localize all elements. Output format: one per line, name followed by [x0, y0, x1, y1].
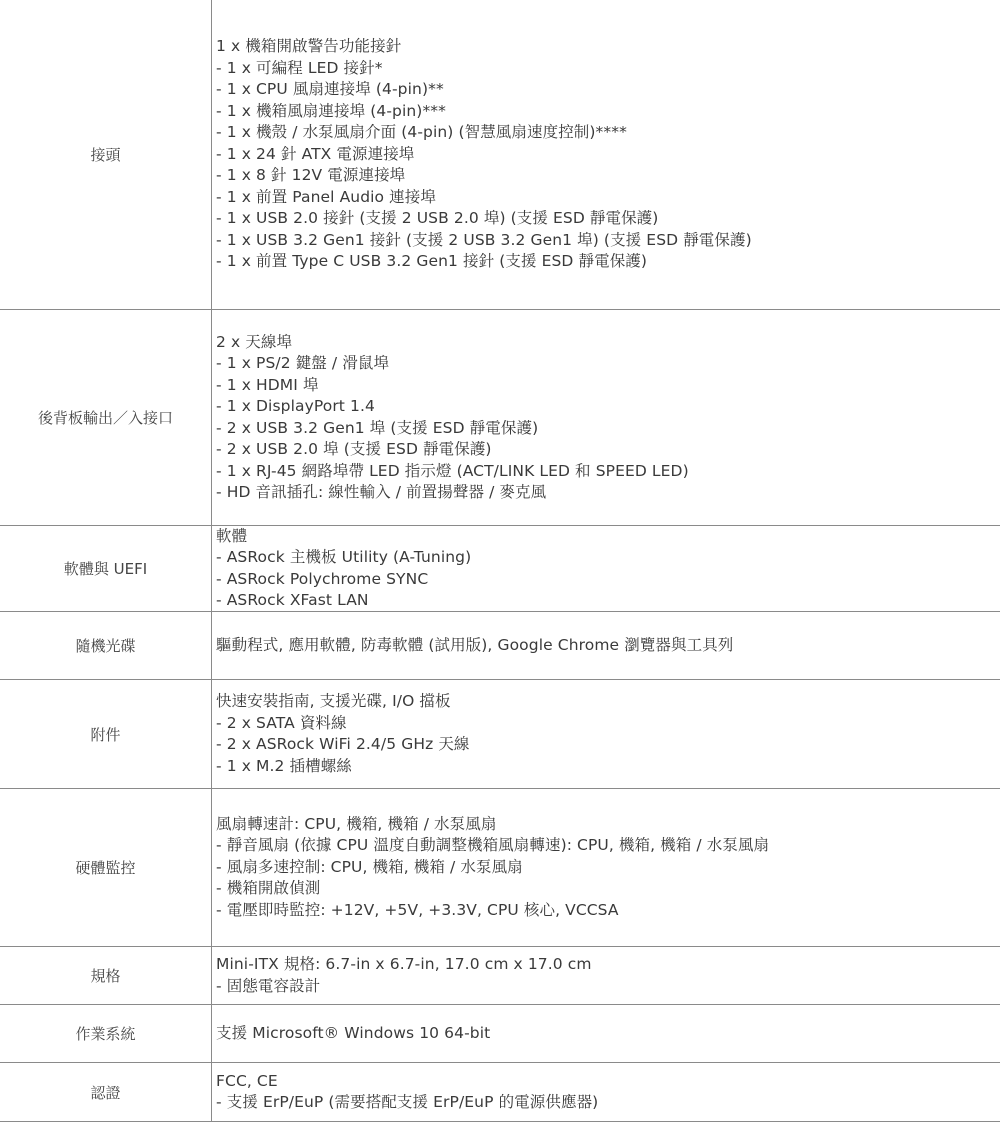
- spec-value-line: - ASRock Polychrome SYNC: [216, 569, 429, 588]
- spec-value-line: - 1 x 前置 Type C USB 3.2 Gen1 接針 (支援 ESD 靜電保護): [216, 252, 648, 270]
- spec-value: [212, 526, 1000, 611]
- spec-value-line: - 1 x HDMI 埠: [216, 375, 319, 394]
- spec-row: [0, 1005, 1000, 1063]
- spec-value-line: - 1 x USB 2.0 接針 (支援 2 USB 2.0 埠) (支援 ESD 靜電保護): [216, 209, 659, 227]
- spec-label: 認證: [0, 1063, 212, 1121]
- spec-value: [212, 1005, 1000, 1062]
- spec-value-line: - 1 x RJ-45 網路埠帶 LED 指示燈 (ACT/LINK LED 和 SPEED LED): [216, 461, 689, 480]
- spec-value-line: - 2 x USB 3.2 Gen1 埠 (支援 ESD 靜電保護): [216, 418, 539, 437]
- spec-value-line: - 2 x USB 2.0 埠 (支援 ESD 靜電保護): [216, 440, 492, 458]
- spec-label: 規格: [0, 947, 212, 1004]
- spec-label: 後背板輸出／入接口: [0, 310, 212, 525]
- spec-value-line: - 風扇多速控制: CPU, 機箱, 機箱 / 水泵風扇: [216, 857, 523, 876]
- spec-value-line: 風扇轉速計: CPU, 機箱, 機箱 / 水泵風扇: [216, 814, 497, 833]
- spec-value-line: 快速安裝指南, 支援光碟, I/O 擋板: [216, 692, 451, 710]
- spec-value: [212, 680, 1000, 788]
- spec-row: [0, 1063, 1000, 1122]
- spec-row: [0, 612, 1000, 680]
- spec-value-line: - 1 x 機箱風扇連接埠 (4-pin)***: [216, 101, 447, 120]
- spec-value-line: - 2 x SATA 資料線: [216, 713, 347, 732]
- spec-label: 附件: [0, 680, 212, 788]
- spec-row: [0, 526, 1000, 612]
- spec-value-line: - 1 x M.2 插槽螺絲: [216, 756, 352, 775]
- spec-value-line: 2 x 天線埠: [216, 332, 293, 351]
- spec-row: [0, 947, 1000, 1005]
- spec-value-line: - 1 x 前置 Panel Audio 連接埠: [216, 187, 436, 206]
- spec-value-line: Mini-ITX 規格: 6.7-in x 6.7-in, 17.0 cm x 17.0 cm: [216, 955, 592, 973]
- spec-value: [212, 0, 1000, 309]
- spec-value-line: - ASRock 主機板 Utility (A-Tuning): [216, 548, 472, 566]
- spec-value-line: - 1 x CPU 風扇連接埠 (4-pin)**: [216, 80, 444, 98]
- spec-row: [0, 680, 1000, 789]
- spec-value-line: - 機箱開啟偵測: [216, 879, 321, 898]
- spec-label: 作業系統: [0, 1005, 212, 1062]
- spec-value: [212, 947, 1000, 1004]
- spec-value-line: - 1 x PS/2 鍵盤 / 滑鼠埠: [216, 354, 390, 372]
- spec-value-line: - 1 x 機殼 / 水泵風扇介面 (4-pin) (智慧風扇速度控制)****: [216, 123, 627, 141]
- spec-value-line: - 電壓即時監控: +12V, +5V, +3.3V, CPU 核心, VCCSA: [216, 900, 619, 919]
- spec-value-line: - 1 x 24 針 ATX 電源連接埠: [216, 144, 415, 163]
- spec-row: [0, 310, 1000, 526]
- spec-value-line: - 1 x USB 3.2 Gen1 接針 (支援 2 USB 3.2 Gen1 埠) (支援 ESD 靜電保護): [216, 230, 752, 249]
- spec-value: [212, 310, 1000, 525]
- spec-label: 接頭: [0, 0, 212, 309]
- spec-row: [0, 0, 1000, 310]
- spec-value-line: - 1 x 可編程 LED 接針*: [216, 58, 383, 77]
- spec-value-line: - 1 x 8 針 12V 電源連接埠: [216, 166, 406, 184]
- spec-label: 硬體監控: [0, 789, 212, 946]
- spec-value-line: FCC, CE: [216, 1071, 278, 1090]
- spec-value-line: - HD 音訊插孔: 線性輸入 / 前置揚聲器 / 麥克風: [216, 483, 547, 501]
- spec-value-line: 支援 Microsoft® Windows 10 64-bit: [216, 1023, 491, 1042]
- spec-value-line: - 1 x DisplayPort 1.4: [216, 397, 375, 415]
- spec-value-line: - 靜音風扇 (依據 CPU 溫度自動調整機箱風扇轉速): CPU, 機箱, 機箱 / 水泵風扇: [216, 836, 770, 855]
- spec-value: [212, 612, 1000, 679]
- spec-value-line: 軟體: [216, 526, 248, 545]
- spec-label: 隨機光碟: [0, 612, 212, 679]
- spec-value-line: - 固態電容設計: [216, 976, 321, 995]
- spec-value-line: 驅動程式, 應用軟體, 防毒軟體 (試用版), Google Chrome 瀏覽器與工具列: [216, 635, 734, 654]
- spec-row: [0, 789, 1000, 947]
- spec-value-line: - 支援 ErP/EuP (需要搭配支援 ErP/EuP 的電源供應器): [216, 1093, 599, 1111]
- spec-value: [212, 1063, 1000, 1121]
- spec-label: 軟體與 UEFI: [0, 526, 212, 611]
- spec-value: [212, 789, 1000, 946]
- spec-value-line: 1 x 機箱開啟警告功能接針: [216, 37, 402, 55]
- spec-value-line: - 2 x ASRock WiFi 2.4/5 GHz 天線: [216, 735, 470, 753]
- spec-value-line: - ASRock XFast LAN: [216, 591, 369, 609]
